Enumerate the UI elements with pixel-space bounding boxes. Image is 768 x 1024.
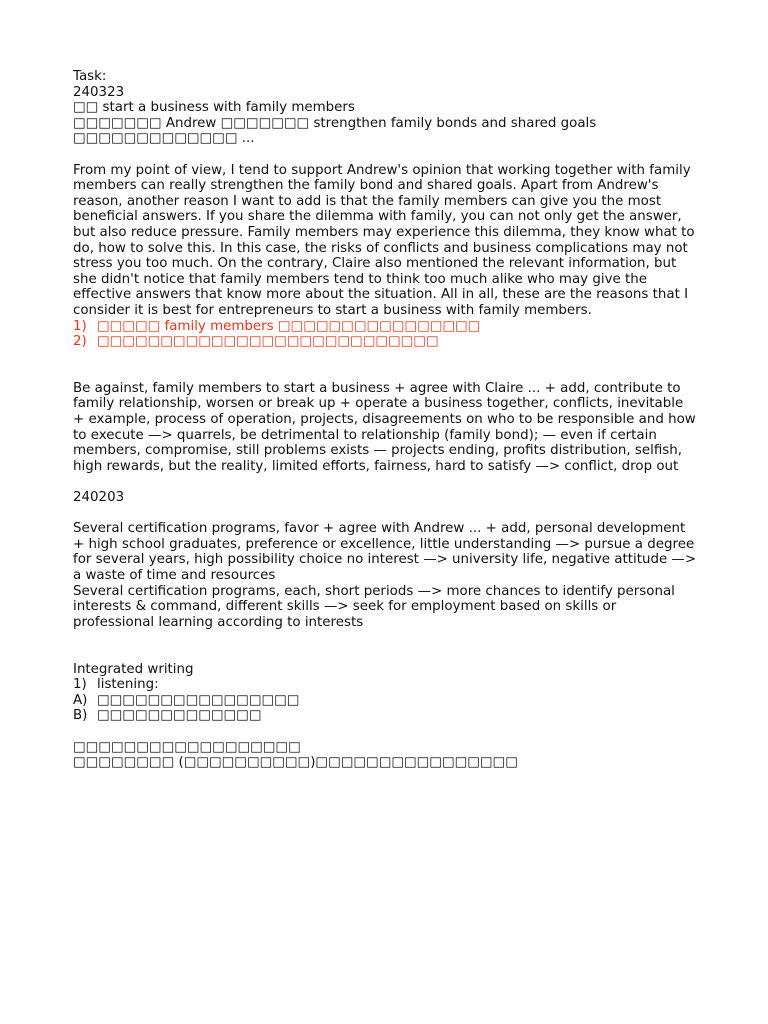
list-number: 1) xyxy=(73,318,87,334)
spacer xyxy=(73,506,697,522)
document-page xyxy=(73,69,697,771)
spacer xyxy=(73,474,697,490)
spacer xyxy=(73,724,697,740)
task-label: Task: xyxy=(73,69,107,84)
integrated-writing-title: Integrated writing xyxy=(73,661,194,677)
spacer xyxy=(73,630,697,646)
list-text: □□□□□□□□□□□□□□□□ xyxy=(97,692,300,708)
list-text: listening: xyxy=(97,677,159,693)
red-list-item xyxy=(73,334,697,350)
sub-item xyxy=(73,693,697,709)
topic-line: □□ start a business with family members xyxy=(73,100,355,116)
against-paragraph: Be against, family members to start a business + agree with Claire ... + add, contribute to family relationship, worsen or break up + operate a business together, conflicts, inevitable + example, process of operation, projects, disagreements on who to be responsible and how to execute —> quarrels, be detrimental to relationship (family bond); — even if certain members, compromise, still problems exists — projects ending, profits distribution, selfish, high rewards, but the reality, limited efforts, fairness, hard to satisfy —> conflict, drop out xyxy=(73,380,696,474)
essay-paragraph: From my point of view, I tend to support Andrew's opinion that working together with family members can really strengthen the family bond and shared goals. Apart from Andrew's reason, another reason I want to add is that the family members can give you the most beneficial answers. If you share the dilemma with family, you can not only get the answer, but also reduce pressure. Family members may experience this dilemma, they know what to do, how to solve this. In this case, the risks of conflicts and business complications may not stress you too much. On the contrary, Claire also mentioned the relevant information, but she didn't notice that family members tend to think too much alike who may give the effective answers that know more about the situation. All in all, these are the reasons that I consider it is best for entrepreneurs to start a business with family members. xyxy=(73,162,695,318)
cjk-note-line-2: □□□□□□□□ (□□□□□□□□□□)□□□□□□□□□□□□□□□□ xyxy=(73,755,518,771)
list-text: □□□□□□□□□□□□□ xyxy=(97,708,262,724)
claire-opinion-line: □□□□□□□□□□□□□ ... xyxy=(73,131,255,147)
spacer xyxy=(73,350,697,366)
spacer xyxy=(73,147,697,163)
sub-item xyxy=(73,708,697,724)
spacer xyxy=(73,365,697,381)
listening-item xyxy=(73,677,697,693)
certification-paragraph-2: Several certification programs, each, short periods —> more chances to identify personal interests & command, different skills —> seek for employment based on skills or professional learning according to interests xyxy=(73,583,675,630)
certification-paragraph-1: Several certification programs, favor + agree with Andrew ... + add, personal development + high school graduates, preference or excellence, little understanding —> pursue a degree for several years, high possibility choice no interest —> university life, negative attitude —> a waste of time and resources xyxy=(73,521,697,583)
list-number: 1) xyxy=(73,677,87,693)
list-text: □□□□□ family members □□□□□□□□□□□□□□□□ xyxy=(97,318,481,334)
spacer xyxy=(73,646,697,662)
list-number: 2) xyxy=(73,334,87,350)
list-letter: B) xyxy=(73,708,88,724)
red-list-item xyxy=(73,319,697,335)
andrew-opinion-line: □□□□□□□ Andrew □□□□□□□ strengthen family bonds and shared goals xyxy=(73,115,597,131)
list-letter: A) xyxy=(73,692,88,708)
list-text: □□□□□□□□□□□□□□□□□□□□□□□□□□□ xyxy=(97,334,439,350)
date-heading-1: 240323 xyxy=(73,84,125,100)
date-heading-2: 240203 xyxy=(73,490,125,506)
cjk-note-line-1: □□□□□□□□□□□□□□□□□□ xyxy=(73,739,301,755)
